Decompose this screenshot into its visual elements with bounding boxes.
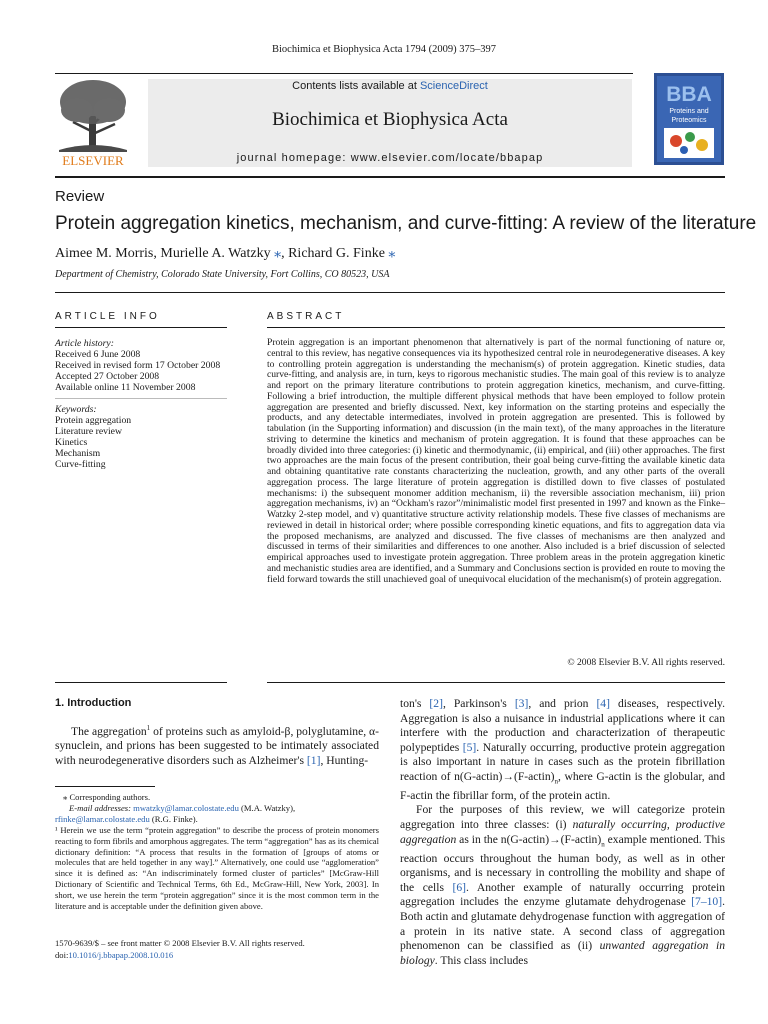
author-morris: Aimee M. Morris,	[55, 246, 161, 261]
copyright-notice: © 2008 Elsevier B.V. All rights reserved.	[567, 657, 725, 668]
journal-cover[interactable]	[654, 73, 724, 165]
corresponding-authors-note: ⁎ Corresponding authors.	[63, 792, 151, 802]
citation-link[interactable]: [6]	[452, 880, 467, 894]
author-list	[55, 245, 395, 262]
elsevier-tree-icon	[53, 76, 133, 168]
doi-label: doi:	[55, 949, 69, 960]
body-text: For the purposes of this review, we will categorize protein aggregation into three classes: (i)	[400, 803, 725, 832]
sciencedirect-link[interactable]: ScienceDirect	[419, 80, 488, 92]
corresponding-author-marker[interactable]: ⁎	[274, 246, 282, 261]
contents-line	[148, 80, 632, 92]
body-text: diseases, respectively. Aggregation is also a nuisance in industrial applications where it can interfere with the production and characterization of therapeutic polypeptides	[400, 697, 725, 754]
body-text: . Both actin and glutamate dehydrogenase function with aggregation of a protein in its native state. A second class of aggregation phenomenon can be classified as (ii)	[400, 895, 725, 953]
emphasis: unwanted aggregation in biology	[400, 939, 725, 967]
affiliation-divider	[55, 292, 725, 293]
introduction-heading: 1. Introduction	[55, 697, 132, 709]
body-text: as in the n(G-actin)→(F-actin)	[456, 832, 602, 846]
doi-line	[55, 950, 305, 962]
info-bottom-divider	[55, 682, 227, 683]
subscript: n	[601, 839, 605, 848]
email-owner: (M.A. Watzky),	[238, 802, 296, 813]
journal-title: Biochimica et Biophysica Acta	[272, 109, 508, 130]
citation-link[interactable]: [2]	[429, 697, 443, 710]
intro-text: The aggregation	[71, 724, 147, 738]
body-text: ton's	[400, 697, 430, 710]
issn-text: 1570-9639/$ – see front matter © 2008 Elsevier B.V. All rights reserved.	[55, 938, 305, 948]
history-line: Accepted 27 October 2008	[55, 371, 160, 382]
email-label: E-mail addresses:	[69, 802, 134, 813]
corresponding-author-marker[interactable]: ⁎	[388, 246, 396, 261]
abstract-bottom-divider	[267, 682, 725, 683]
cover-logo: BBA	[666, 83, 712, 106]
abstract-heading: ABSTRACT	[267, 311, 345, 322]
keywords	[55, 404, 227, 470]
emphasis: naturally occurring, productive aggregation	[400, 818, 725, 846]
right-column	[400, 697, 725, 968]
history-divider	[55, 398, 227, 399]
article-type: Review	[55, 188, 105, 205]
contents-prefix: Contents lists available at	[292, 80, 420, 92]
email-owner: (R.G. Finke).	[149, 813, 198, 824]
cover-subtitle-1: Proteins and	[669, 108, 709, 115]
citation-link[interactable]: [3]	[514, 697, 529, 710]
intro-text: of proteins such as amyloid-β, polyglutamine, α-synuclein, and prions has been suggested to be intimately associated with neurodegenerative disorders such as Alzheimer's	[55, 724, 379, 768]
journal-reference: Biochimica et Biophysica Acta 1794 (2009) 375–397	[272, 44, 496, 55]
cover-subtitle-2: Proteomics	[671, 117, 707, 124]
journal-homepage[interactable]: journal homepage: www.elsevier.com/locate/bbapap	[236, 152, 544, 164]
body-text: , where G-actin is the globular, and F-actin the fibrillar form, of the protein actin.	[400, 769, 725, 802]
affiliation: Department of Chemistry, Colorado State University, Fort Collins, CO 80523, USA	[55, 269, 390, 280]
citation-link[interactable]: [1]	[306, 754, 321, 768]
author-watzky: Murielle A. Watzky	[160, 246, 271, 261]
intro-text: , Hunting-	[320, 754, 369, 768]
keyword-item: Kinetics	[55, 437, 88, 448]
email-link-finke[interactable]: rfinke@lamar.colostate.edu	[55, 813, 150, 824]
keyword-item: Curve-fitting	[55, 459, 106, 470]
body-text: example mentioned. This reaction occurs throughout the human body, as well as in other organisms, and is necessary in controlling the mobility and shape of the cells	[400, 832, 725, 894]
doi-link[interactable]: 10.1016/j.bbapap.2008.10.016	[68, 949, 174, 960]
body-text: , and prion	[528, 697, 597, 710]
body-text: , Parkinson's	[442, 697, 515, 710]
article-info-heading: ARTICLE INFO	[55, 311, 160, 322]
history-line: Available online 11 November 2008	[55, 382, 196, 393]
top-divider	[55, 73, 633, 74]
abstract-divider	[267, 327, 725, 328]
body-text: . Another example of naturally occurring protein aggregation includes the enzyme glutamate dehydrogenase	[400, 880, 725, 909]
citation-link[interactable]: [4]	[596, 697, 610, 710]
keywords-label: Keywords:	[55, 404, 97, 415]
body-text: . This class includes	[434, 953, 528, 967]
elsevier-wordmark: ELSEVIER	[62, 153, 124, 168]
right-paragraph-1	[400, 697, 725, 803]
article-title: Protein aggregation kinetics, mechanism, and curve-fitting: A review of the literature	[55, 213, 757, 234]
history-label: Article history:	[55, 338, 114, 349]
right-paragraph-2	[400, 803, 725, 968]
email-line-2	[55, 814, 379, 825]
subscript: n	[554, 777, 559, 786]
footnotes	[55, 792, 379, 912]
email-link-watzky[interactable]: mwatzky@lamar.colostate.edu	[133, 802, 239, 813]
history-line: Received 6 June 2008	[55, 349, 141, 360]
history-line: Received in revised form 17 October 2008	[55, 360, 221, 371]
citation-link[interactable]: [5]	[462, 740, 477, 754]
info-divider	[55, 327, 227, 328]
body-text: . Naturally occurring, productive protein aggregation is also important in nature in cases such as the protein fibrillation reaction of n(G-actin)→(F-actin)	[400, 740, 725, 783]
issn-line	[55, 938, 305, 961]
elsevier-logo	[53, 76, 133, 168]
keyword-item: Literature review	[55, 426, 122, 437]
keyword-item: Mechanism	[55, 448, 101, 459]
footnote-marker[interactable]: 1	[146, 724, 151, 732]
header-divider	[55, 176, 725, 178]
footnote-divider	[55, 786, 155, 787]
citation-link[interactable]: [7–10]	[691, 895, 723, 909]
email-addresses	[55, 803, 379, 814]
keyword-item: Protein aggregation	[55, 415, 132, 426]
article-history	[55, 338, 227, 393]
cover-image-icon	[654, 73, 724, 165]
abstract-text: Protein aggregation is an important phenomenon that alternatively is part of the normal functioning of nature or, central to this review, has negative consequences via its hypothesized central role in neurodegenerative diseases. A key to controlling protein aggregation is understanding the mechanism(s) of protein aggregation. Kinetic studies, data curve-fitting, and analysis are, in turn, keys to rigorous mechanistic studies. The main goal of this review is to analyze and report on the primary literature contributions to protein aggregation kinetics, mechanism, and curve-fitting. Following a brief introduction, the multiple different physical methods that have been employed to follow protein aggregation are presented and briefly discussed. Next, key information on the starting proteins and especially the products, and any detectable intermediates, involved in protein aggregation are presented. This is followed by tabulation (in the Supporting information) and discussion (in the main text), of the many approaches in the literature striving to determine the kinetics and mechanism of protein aggregation. It is found that these approaches can be broadly divided into three categories: (i) kinetic and thermodynamic, (ii) empirical, and (iii) other approaches. The first two approaches are the main focus of the present contribution, their goal being curve-fitting the available kinetic data and obtaining quantitative rate constants characterizing the nucleation, growth, and any other parts of the overall aggregation process. The large literature of protein aggregation is distilled down to five classes of postulated mechanisms: i) the subsequent monomer addition mechanism, ii) the reversible association mechanism, iii) prion aggregation mechanisms, iv) an “Ockham's razor”/minimalistic model first presented in 1997 and known as the Finke–Watzky 2-step model, and v) quantitative structure activity relationship models. These five classes of mechanisms are reviewed in detail in historical order; where possible corresponding kinetic equations, and fits to aggregation data via the proposed mechanisms, are analyzed and discussed. The five classes of mechanisms are then analyzed and discussed in terms of their similarities and differences to one another. Also included is a brief discussion of selected empirical approaches used to investigate protein aggregation. Three problem areas in the protein aggregation kinetic and mechanistic studies area are identified, and a Summary and Conclusions section is provided en route to moving the field forward towards the still unachieved goal of unequivocal elucidation of the mechanism(s) of protein aggregation.	[267, 337, 725, 585]
introduction-paragraph	[55, 721, 379, 769]
footnote-1: ¹ Herein we use the term “protein aggregation” to describe the process of protein monomers reacting to form fibrils and amorphous aggregates. The term “aggregation” has as its chemical dictionary definition: “A process that results in the formation of [groups of atoms or molecules that are held together in any way].” Alternatively, one could use “agglomeration” since it is defined as: “An indiscriminately formed cluster of particles” [McGraw-Hill Dictionary of Scientific and Technical Terms, 6th Ed., McGraw-Hill, New York, 2003]. In short, we use herein the term “protein aggregation” since it is the most common term in the literature and is acceptable under the definition given above.	[55, 824, 379, 912]
author-finke: , Richard G. Finke	[281, 246, 385, 261]
